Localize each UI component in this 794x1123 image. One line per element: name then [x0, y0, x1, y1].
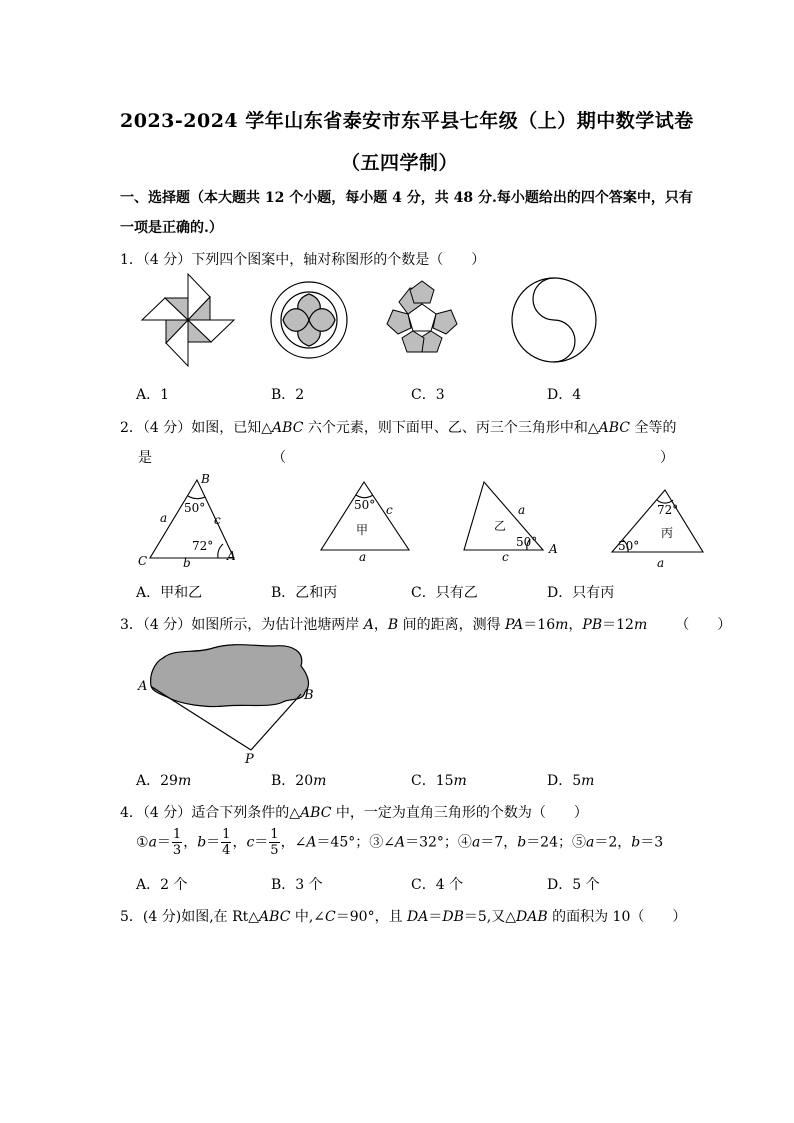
- question-3-stem: 3．（4 分）如图所示，为估计池塘两岸 A，B 间的距离，测得 PA＝16m，PB＝12m （ ）: [120, 617, 732, 633]
- q1-option-b[interactable]: B．2: [271, 387, 305, 403]
- jia-name: 甲: [356, 523, 369, 537]
- q2-option-a[interactable]: A．甲和乙: [136, 585, 203, 601]
- yi-angle: 50°: [516, 535, 538, 549]
- q1-option-c[interactable]: C．3: [411, 387, 445, 403]
- section-header: 一、选择题（本大题共 12 个小题，每小题 4 分，共 48 分.每小题给出的四个答案中，只有: [120, 190, 693, 206]
- paper-subtitle: （五四学制）: [341, 152, 459, 174]
- q4-option-c[interactable]: C．4 个: [411, 877, 464, 893]
- tri0-label-C: C: [138, 554, 148, 568]
- pond-label-B: B: [304, 688, 314, 703]
- q4-option-b[interactable]: B．3 个: [271, 877, 323, 893]
- q1-option-a[interactable]: A．1: [136, 387, 170, 403]
- jia-side-a: a: [359, 550, 367, 564]
- q3-option-d[interactable]: D．5m: [547, 773, 595, 789]
- fraction-1-5: $\frac{1}{5}$: [270, 827, 279, 858]
- pentagon-figure: [387, 281, 457, 352]
- yi-label-A: A: [549, 542, 558, 556]
- tri0-side-a: a: [160, 511, 168, 525]
- yi-name: 乙: [494, 519, 507, 533]
- q3-option-c[interactable]: C．15m: [411, 773, 467, 789]
- question-1-stem: 1．（4 分）下列四个图案中，轴对称图形的个数是（ ）: [120, 252, 486, 268]
- paper-title: 2023-2024 学年山东省泰安市东平县七年级（上）期中数学试卷: [120, 110, 694, 132]
- q2-paren-open: （: [272, 450, 286, 466]
- question-4-conditions: ①a＝ $\frac{1}{3}$ ，b＝ $\frac{1}{4}$ ，c＝ $\frac{1}{5}$ ，∠A＝45°；③∠A＝32°；④a＝7，b＝24；⑤a＝2，b＝3: [136, 827, 664, 858]
- q3-option-b[interactable]: B．20m: [271, 773, 327, 789]
- q2-figures: [130, 470, 720, 575]
- yi-side-c: c: [502, 550, 509, 564]
- tri0-angle-B: 50°: [184, 501, 206, 515]
- q2-option-c[interactable]: C．只有乙: [411, 585, 478, 601]
- pond-label-P: P: [245, 752, 254, 765]
- bing-angle-left: 50°: [618, 539, 640, 553]
- jia-side-c: c: [386, 503, 393, 517]
- pond-shape: [151, 645, 309, 707]
- q4-option-d[interactable]: D．5 个: [547, 877, 600, 893]
- pond-label-A: A: [138, 679, 148, 694]
- tri0-side-b: b: [183, 556, 191, 570]
- bing-name: 丙: [661, 526, 674, 540]
- fraction-1-4: $\frac{1}{4}$: [222, 827, 231, 858]
- q1-option-d[interactable]: D．4: [547, 387, 582, 403]
- triangle-jia: [321, 482, 409, 550]
- q3-option-a[interactable]: A．29m: [136, 773, 192, 789]
- section-header-cont: 一项是正确的.）: [120, 220, 223, 236]
- q2-option-b[interactable]: B．乙和丙: [271, 585, 338, 601]
- q3-pond-figure: [135, 640, 325, 765]
- question-4-stem: 4．（4 分）适合下列条件的△ABC 中，一定为直角三角形的个数为（ ）: [120, 805, 588, 821]
- question-2-stem-cont: 是: [138, 450, 152, 466]
- yi-side-a: a: [518, 503, 526, 517]
- pinwheel-figure: [142, 274, 234, 366]
- question-5-stem: 5．(4 分)如图,在 Rt△ABC 中,∠C＝90°，且 DA＝DB＝5,又△DAB 的面积为 10（ ）: [120, 909, 687, 925]
- question-2-stem: 2．（4 分）如图，已知△ABC 六个元素，则下面甲、乙、丙三个三角形中和△ABC 全等的: [120, 420, 677, 436]
- fraction-1-3: $\frac{1}{3}$: [172, 827, 182, 858]
- bing-angle-top: 72°: [657, 503, 679, 517]
- q2-paren-close: ）: [660, 450, 674, 466]
- tri0-angle-A: 72°: [192, 539, 214, 553]
- q4-option-a[interactable]: A．2 个: [136, 877, 188, 893]
- tri0-label-B: B: [201, 472, 210, 486]
- q2-option-d[interactable]: D．只有丙: [547, 585, 615, 601]
- bing-side-a: a: [657, 556, 665, 570]
- taiji-figure: [512, 278, 596, 362]
- q1-figures: [130, 272, 630, 367]
- tri0-label-A: A: [227, 549, 236, 563]
- tri0-side-c: c: [214, 513, 221, 527]
- jia-angle: 50°: [354, 498, 376, 512]
- petal-circle-figure: [271, 282, 347, 358]
